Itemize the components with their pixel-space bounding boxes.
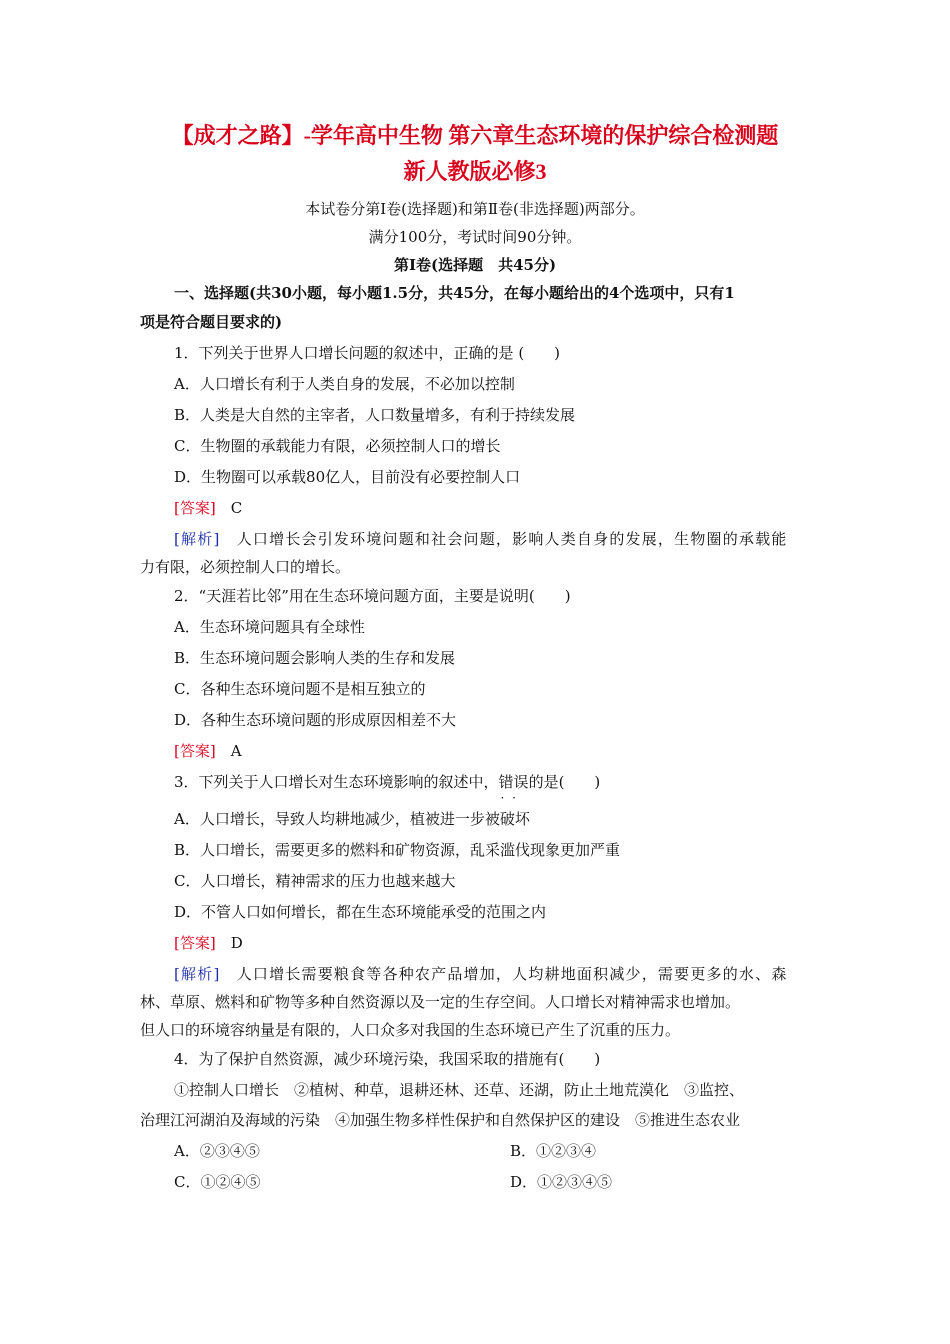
q3-option-d: D．不管人口如何增长，都在生态环境能承受的范围之内 (174, 903, 547, 921)
q3-emphasis: 错误 · · (499, 773, 529, 791)
q1-analysis-line1: [解析] 人口增长会引发环境问题和社会问题，影响人类自身的发展，生物圈的承载能 (174, 530, 788, 548)
q2-option-c: C．各种生态环境问题不是相互独立的 (174, 680, 426, 698)
q3-analysis-line1: [解析] 人口增长需要粮食等各种农产品增加，人均耕地面积减少，需要更多的水、森 (174, 965, 788, 983)
answer-label: [答案] (174, 499, 216, 517)
q2-answer-value: A (230, 742, 242, 760)
part-heading-line2: 项是符合题目要求的) (140, 313, 283, 331)
q2-option-b: B．生态环境问题会影响人类的生存和发展 (174, 649, 456, 667)
q3-analysis-line3: 但人口的环境容纳量是有限的，人口众多对我国的生态环境已产生了沉重的压力。 (140, 1021, 681, 1039)
part-heading-line1: 一、选择题(共30小题，每小题1.5分，共45分，在每小题给出的4个选项中，只有1 (174, 284, 735, 302)
q2-option-d: D．各种生态环境问题的形成原因相差不大 (174, 711, 457, 729)
q3-analysis-line2: 林、草原、燃料和矿物等多种自然资源以及一定的生存空间。人口增长对精神需求也增加。 (140, 993, 741, 1011)
q4-option-b: B．①②③④ (510, 1142, 597, 1160)
answer-label: [答案] (174, 934, 216, 952)
q1-analysis-line2: 力有限，必须控制人口的增长。 (140, 558, 351, 576)
q3-stem: 3．下列关于人口增长对生态环境影响的叙述中，错误 · ·的是( ) (174, 771, 840, 793)
q1-answer-value: C (230, 499, 243, 517)
q2-answer (174, 740, 840, 762)
q4-option-a: A．②③④⑤ (174, 1142, 260, 1160)
document-title-line1: 【成才之路】-学年高中生物 第六章生态环境的保护综合检测题 (171, 123, 779, 148)
q1-answer (174, 497, 840, 519)
q1-option-c: C．生物圈的承载能力有限，必须控制人口的增长 (174, 437, 501, 455)
q3-option-a: A．人口增长，导致人均耕地减少，植被进一步被破坏 (174, 810, 530, 828)
q4-items-line2: 治理江河湖泊及海域的污染 ④加强生物多样性保护和自然保护区的建设 ⑤推进生态农业 (140, 1111, 741, 1129)
answer-label: [答案] (174, 742, 216, 760)
q1-option-b: B．人类是大自然的主宰者，人口数量增多，有利于持续发展 (174, 406, 576, 424)
q1-option-a: A．人口增长有利于人类自身的发展，不必加以控制 (174, 375, 515, 393)
q2-stem: 2．“天涯若比邻”用在生态环境问题方面，主要是说明( ) (174, 587, 571, 605)
q3-option-b: B．人口增长，需要更多的燃料和矿物资源，乱采滥伐现象更加严重 (174, 841, 621, 859)
q1-option-d: D．生物圈可以承载80亿人，目前没有必要控制人口 (174, 468, 521, 486)
analysis-label: [解析] (174, 530, 221, 548)
q4-option-c: C．①②④⑤ (174, 1173, 261, 1191)
q4-items-line1: ①控制人口增长 ②植树、种草，退耕还林、还草、还湖，防止土地荒漠化 ③监控、 (174, 1081, 745, 1099)
document-title-line2: 新人教版必修3 (403, 159, 547, 184)
q2-option-a: A．生态环境问题具有全球性 (174, 618, 365, 636)
q3-option-c: C．人口增长，精神需求的压力也越来越大 (174, 872, 456, 890)
intro-line2: 满分100分，考试时间90分钟。 (368, 228, 582, 246)
q1-stem: 1．下列关于世界人口增长问题的叙述中，正确的是 ( ) (174, 344, 561, 362)
analysis-label: [解析] (174, 965, 221, 983)
intro-line1: 本试卷分第Ⅰ卷(选择题)和第Ⅱ卷(非选择题)两部分。 (305, 200, 645, 218)
q4-option-d: D．①②③④⑤ (510, 1173, 613, 1191)
q4-stem: 4．为了保护自然资源，减少环境污染，我国采取的措施有( ) (174, 1050, 601, 1068)
q3-answer-value: D (230, 934, 243, 952)
q3-answer (174, 932, 840, 954)
section-heading: 第Ⅰ卷(选择题 共45分) (393, 256, 557, 274)
